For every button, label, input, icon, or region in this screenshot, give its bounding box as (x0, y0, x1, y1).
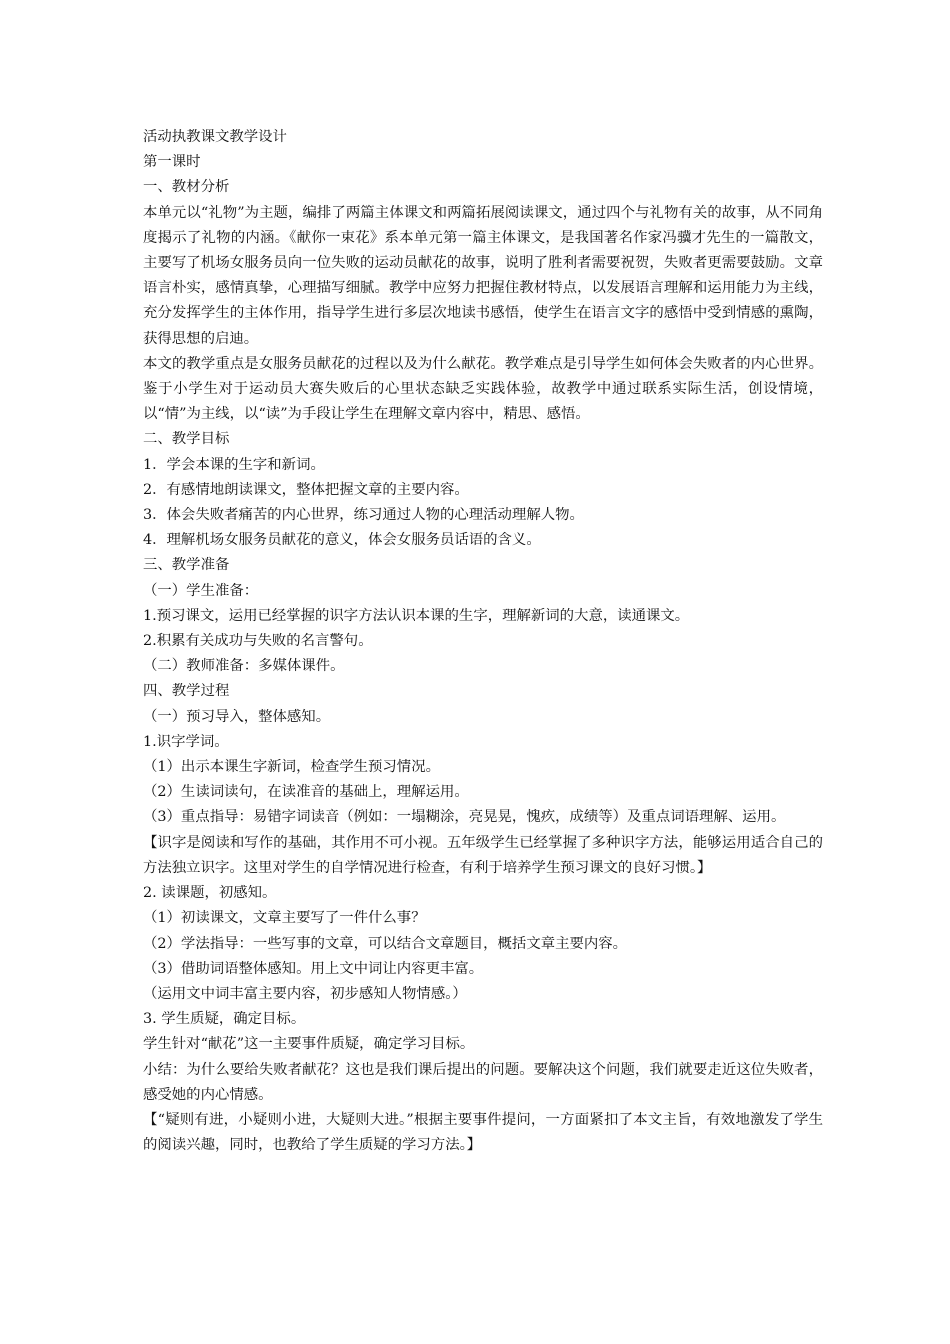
note-questioning: 【“疑则有进，小疑则小进，大疑则大进。”根据主要事件提问，一方面紧扣了本文主旨，有效地激发了学生的阅读兴趣，同时，也教给了学生质疑的学习方法。】 (143, 1111, 823, 1154)
step-heading-questioning: 3. 学生质疑，确定目标。 (143, 1011, 306, 1028)
goal-item-3: 3．体会失败者痛苦的内心世界，练习通过人物的心理活动理解人物。 (143, 507, 584, 524)
section-heading-textbook-analysis: 一、教材分析 (143, 179, 230, 196)
subheading-preview-intro: （一）预习导入，整体感知。 (143, 708, 331, 725)
step-item-2-2: （2）学法指导：一些写事的文章，可以结合文章题目，概括文章主要内容。 (143, 935, 628, 952)
section-heading-preparation: 三、教学准备 (143, 557, 230, 574)
student-prep-item-2: 2.积累有关成功与失败的名言警句。 (143, 633, 373, 650)
step-heading-read-title: 2. 读课题，初感知。 (143, 885, 277, 902)
note-main-content: （运用文中词丰富主要内容，初步感知人物情感。） (143, 985, 467, 1002)
paragraph-summary: 小结：为什么要给失败者献花？这也是我们课后提出的问题。要解决这个问题，我们就要走近这位失败者，感受她的内心情感。 (143, 1061, 823, 1103)
goal-item-2: 2．有感情地朗读课文，整体把握文章的主要内容。 (143, 481, 469, 498)
step-item-1-3: （3）重点指导：易错字词读音（例如：一塌糊涂，亮晃晃，愧疚，成绩等）及重点词语理解、运用。 (143, 809, 786, 826)
step-item-2-3: （3）借助词语整体感知。用上文中词让内容更丰富。 (143, 960, 484, 977)
subheading-teacher-prep: （二）教师准备：多媒体课件。 (143, 658, 345, 675)
goal-item-4: 4．理解机场女服务员献花的意义，体会女服务员话语的含义。 (143, 532, 541, 549)
paragraph-questioning: 学生针对“献花”这一主要事件质疑，确定学习目标。 (143, 1036, 475, 1053)
student-prep-item-1: 1.预习课文，运用已经掌握的识字方法认识本课的生字，理解新词的大意，读通课文。 (143, 607, 690, 624)
paragraph-key-points: 本文的教学重点是女服务员献花的过程以及为什么献花。教学难点是引导学生如何体会失败者的内心世界。鉴于小学生对于运动员大赛失败后的心里状态缺乏实践体验，故教学中通过联系实际生活，创设情境，以“情”为主线，以“读”为手段让学生在理解文章内容中，精思、感悟。 (143, 355, 823, 423)
paragraph-unit-overview: 本单元以“礼物”为主题，编排了两篇主体课文和两篇拓展阅读课文，通过四个与礼物有关的故事，从不同角度揭示了礼物的内涵。《献你一束花》系本单元第一篇主体课文，是我国著名作家冯骥才先生的一篇散文，主要写了机场女服务员向一位失败的运动员献花的故事，说明了胜利者需要祝贺，失败者更需要鼓励。文章语言朴实，感情真挚，心理描写细腻。教学中应努力把握住教材特点，以发展语言理解和运用能力为主线，充分发挥学生的主体作用，指导学生进行多层次地读书感悟，使学生在语言文字的感悟中受到情感的熏陶，获得思想的启迪。 (143, 204, 823, 347)
step-item-2-1: （1）初读课文，文章主要写了一件什么事？ (143, 910, 426, 927)
step-heading-vocabulary: 1.识字学词。 (143, 733, 229, 750)
step-item-1-2: （2）生读词读句，在读准音的基础上，理解运用。 (143, 784, 469, 801)
subheading-student-prep: （一）学生准备： (143, 582, 259, 599)
section-heading-teaching-process: 四、教学过程 (143, 683, 230, 700)
goal-item-1: 1．学会本课的生字和新词。 (143, 456, 325, 473)
document-body (143, 125, 823, 1158)
note-vocabulary: 【识字是阅读和写作的基础，其作用不可小视。五年级学生已经掌握了多种识字方法，能够运用适合自己的方法独立识字。这里对学生的自学情况进行检查，有利于培养学生预习课文的良好习惯。】 (143, 834, 823, 876)
step-item-1-1: （1）出示本课生字新词，检查学生预习情况。 (143, 759, 440, 776)
lesson-period-heading: 第一课时 (143, 154, 201, 171)
document-title: 活动执教课文教学设计 (143, 129, 287, 145)
section-heading-teaching-goals: 二、教学目标 (143, 431, 230, 448)
